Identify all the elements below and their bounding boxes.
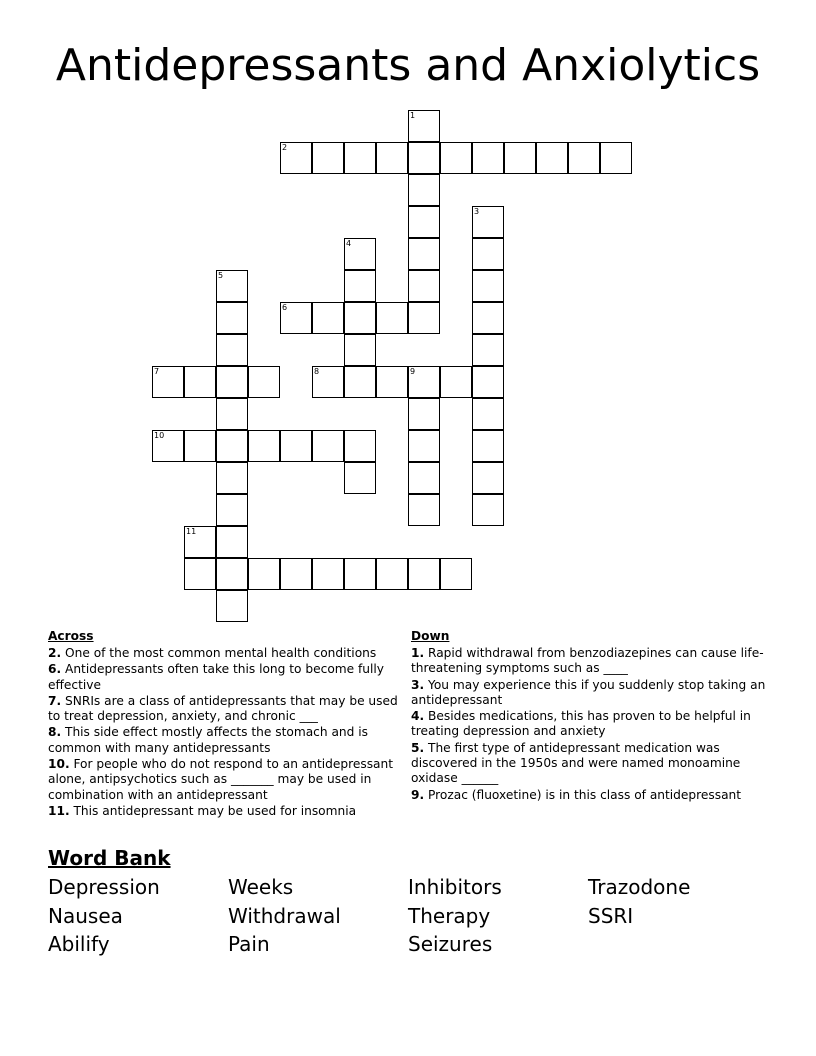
across-clue-list (48, 646, 400, 819)
clue-text: The first type of antidepressant medication was discovered in the 1950s and were named monoamine oxidase ______ (411, 740, 741, 786)
down-clue (411, 709, 767, 740)
across-heading: Across (48, 629, 94, 643)
clue-text: This antidepressant may be used for insomnia (69, 803, 357, 818)
grid-cell[interactable] (312, 558, 344, 590)
word-bank-item: Nausea (48, 903, 123, 928)
word-bank (48, 845, 768, 963)
clue-number: 8. (48, 725, 62, 740)
across-clue (48, 757, 400, 803)
clue-number: 3. (411, 677, 425, 692)
grid-cell[interactable] (472, 270, 504, 302)
across-clue (48, 694, 400, 725)
grid-cell[interactable] (472, 366, 504, 398)
grid-cell[interactable] (440, 366, 472, 398)
grid-cell[interactable] (408, 238, 440, 270)
grid-cell[interactable] (216, 398, 248, 430)
grid-cell[interactable] (280, 302, 312, 334)
down-clue (411, 646, 767, 677)
grid-cell[interactable] (472, 494, 504, 526)
grid-cell[interactable] (440, 558, 472, 590)
grid-cell[interactable] (376, 558, 408, 590)
grid-cell[interactable] (408, 366, 440, 398)
clue-number: 9. (411, 787, 425, 802)
clue-text: One of the most common mental health conditions (61, 646, 377, 660)
grid-cell[interactable] (216, 494, 248, 526)
clue-number: 7. (48, 693, 62, 708)
grid-cell[interactable] (408, 398, 440, 430)
grid-cell[interactable] (408, 430, 440, 462)
grid-cell[interactable] (344, 270, 376, 302)
grid-cell[interactable] (184, 558, 216, 590)
word-bank-item: Inhibitors (408, 875, 502, 899)
grid-cell[interactable] (408, 174, 440, 206)
word-bank-item: Abilify (48, 932, 110, 956)
grid-cell[interactable] (312, 430, 344, 462)
grid-cell[interactable] (408, 558, 440, 590)
grid-cell[interactable] (216, 558, 248, 590)
clue-number: 6 (282, 303, 288, 312)
grid-cell[interactable] (312, 142, 344, 174)
grid-cell[interactable] (472, 206, 504, 238)
grid-cell[interactable] (408, 270, 440, 302)
clue-number: 2 (282, 143, 288, 152)
clue-text: For people who do not respond to an antidepressant alone, antipsychotics such as _______ may be used in combination with an antidepressant (48, 757, 394, 802)
grid-cell[interactable] (248, 366, 280, 398)
across-clue (48, 725, 400, 756)
grid-cell[interactable] (504, 142, 536, 174)
word-bank-item: Pain (228, 932, 270, 956)
word-bank-heading: Word Bank (48, 846, 171, 870)
grid-cell[interactable] (216, 590, 248, 622)
grid-cell[interactable] (152, 366, 184, 398)
grid-cell[interactable] (216, 526, 248, 558)
clue-text: Rapid withdrawal from benzodiazepines can cause life-threatening symptoms such as ____ (411, 646, 764, 676)
grid-cell[interactable] (344, 142, 376, 174)
grid-cell[interactable] (184, 430, 216, 462)
grid-cell[interactable] (408, 302, 440, 334)
grid-cell[interactable] (472, 302, 504, 334)
down-clue (411, 741, 767, 787)
grid-cell[interactable] (344, 558, 376, 590)
word-bank-item: Weeks (228, 875, 294, 899)
grid-cell[interactable] (472, 398, 504, 430)
clue-number: 7 (154, 367, 160, 376)
clue-number: 3 (474, 207, 480, 216)
grid-cell[interactable] (344, 334, 376, 366)
clue-number: 4. (411, 709, 425, 724)
clue-text: You may experience this if you suddenly stop taking an antidepressant (411, 677, 766, 707)
clue-number: 2. (48, 646, 62, 660)
grid-cell[interactable] (536, 142, 568, 174)
grid-cell[interactable] (376, 142, 408, 174)
grid-cell[interactable] (216, 270, 248, 302)
clue-text: Antidepressants often take this long to become fully effective (48, 662, 385, 692)
grid-cell[interactable] (248, 430, 280, 462)
grid-cell[interactable] (408, 462, 440, 494)
grid-cell[interactable] (216, 430, 248, 462)
across-clues (48, 628, 400, 820)
grid-cell[interactable] (216, 462, 248, 494)
across-clue (48, 646, 400, 661)
clue-number: 4 (346, 239, 352, 248)
word-bank-item: Withdrawal (228, 903, 341, 928)
across-clue (48, 804, 400, 819)
grid-cell[interactable] (248, 558, 280, 590)
grid-cell[interactable] (184, 526, 216, 558)
grid-cell[interactable] (408, 110, 440, 142)
word-bank-item: Seizures (408, 932, 493, 956)
grid-cell[interactable] (280, 142, 312, 174)
grid-cell[interactable] (472, 462, 504, 494)
grid-cell[interactable] (312, 366, 344, 398)
clue-number: 11 (186, 527, 197, 536)
clue-number: 9 (410, 367, 416, 376)
grid-cell[interactable] (408, 206, 440, 238)
grid-cell[interactable] (376, 302, 408, 334)
grid-cell[interactable] (216, 302, 248, 334)
clue-number: 5 (218, 271, 224, 280)
grid-cell[interactable] (472, 430, 504, 462)
clue-text: Besides medications, this has proven to be helpful in treating depression and anxiety (411, 709, 751, 739)
grid-cell[interactable] (344, 302, 376, 334)
clue-number: 1 (410, 111, 416, 120)
word-bank-item: Trazodone (588, 875, 691, 899)
grid-cell[interactable] (600, 142, 632, 174)
clue-text: This side effect mostly affects the stomach and is common with many antidepressants (48, 725, 369, 755)
grid-cell[interactable] (312, 302, 344, 334)
down-clue-list (411, 646, 767, 803)
grid-cell[interactable] (376, 366, 408, 398)
page-title: Antidepressants and Anxiolytics (55, 40, 761, 91)
grid-cell[interactable] (344, 430, 376, 462)
word-bank-list (48, 873, 768, 963)
word-bank-item: Depression (48, 875, 160, 899)
grid-cell[interactable] (152, 430, 184, 462)
grid-cell[interactable] (408, 142, 440, 174)
grid-cell[interactable] (568, 142, 600, 174)
word-bank-item: SSRI (588, 903, 634, 928)
grid-cell[interactable] (472, 142, 504, 174)
clue-number: 11. (48, 803, 70, 818)
grid-cell[interactable] (184, 366, 216, 398)
clue-number: 1. (411, 646, 425, 660)
clue-number: 8 (314, 367, 320, 376)
down-heading: Down (411, 629, 450, 643)
grid-cell[interactable] (344, 366, 376, 398)
grid-cell[interactable] (344, 238, 376, 270)
grid-cell[interactable] (216, 334, 248, 366)
clue-number: 10 (154, 431, 165, 440)
down-clues (411, 628, 767, 804)
grid-cell[interactable] (472, 238, 504, 270)
grid-cell[interactable] (280, 430, 312, 462)
down-clue (411, 678, 767, 709)
word-bank-item: Therapy (408, 903, 491, 928)
clue-text: Prozac (fluoxetine) is in this class of antidepressant (424, 787, 742, 802)
clue-number: 10. (48, 757, 70, 772)
clue-number: 5. (411, 740, 425, 755)
grid-cell[interactable] (440, 142, 472, 174)
across-clue (48, 662, 400, 693)
grid-cell[interactable] (472, 334, 504, 366)
down-clue (411, 788, 767, 803)
grid-cell[interactable] (408, 494, 440, 526)
clue-text: SNRIs are a class of antidepressants that may be used to treat depression, anxiety, and chronic ___ (48, 693, 398, 724)
grid-cell[interactable] (216, 366, 248, 398)
grid-cell[interactable] (280, 558, 312, 590)
grid-cell[interactable] (344, 462, 376, 494)
clue-number: 6. (48, 662, 62, 677)
